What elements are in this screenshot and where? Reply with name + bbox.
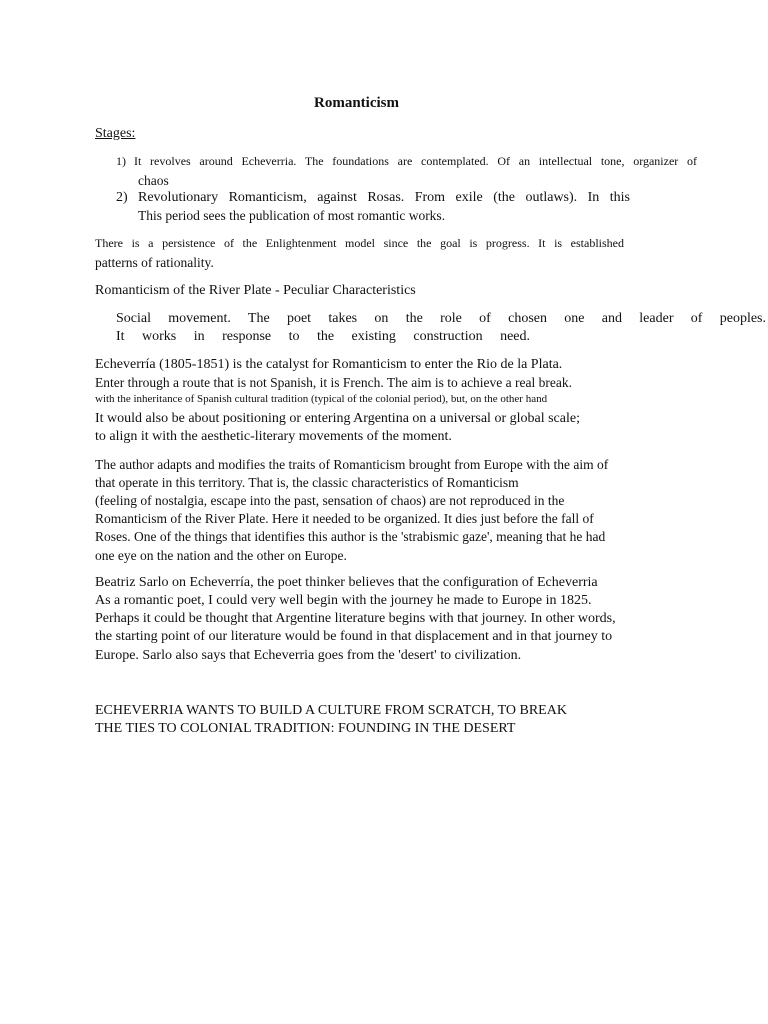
enlightenment-line-1: There is a persistence of the Enlightenment model since the goal is progress. It is established — [95, 236, 624, 250]
social-line-1: Social movement. The poet takes on the role of chosen one and leader of peoples. — [116, 311, 766, 326]
stage-1-line-2: chaos — [138, 173, 169, 188]
sarlo-line-3: Perhaps it could be thought that Argentine literature begins with that journey. In other words, — [95, 611, 616, 626]
author-line-4: Romanticism of the River Plate. Here it needed to be organized. It dies just before the fall of — [95, 511, 594, 526]
stages-label: Stages: — [95, 126, 136, 141]
sarlo-line-2: As a romantic poet, I could very well begin with the journey he made to Europe in 1825. — [95, 593, 592, 608]
river-plate-heading: Romanticism of the River Plate - Peculiar Characteristics — [95, 283, 416, 298]
sarlo-line-4: the starting point of our literature would be found in that displacement and in that journey to — [95, 629, 613, 644]
page-title: Romanticism — [314, 95, 399, 111]
echeverria-line-3: with the inheritance of Spanish cultural tradition (typical of the colonial period), but, on the other hand — [95, 393, 548, 405]
author-line-2: that operate in this territory. That is, the classic characteristics of Romanticism — [95, 475, 519, 490]
closing-line-1: ECHEVERRIA WANTS TO BUILD A CULTURE FROM SCRATCH, TO BREAK — [95, 703, 567, 718]
stage-2-line-2: This period sees the publication of most romantic works. — [138, 208, 446, 223]
social-line-2: It works in response to the existing construction need. — [116, 329, 530, 344]
stage-2-line-1: Revolutionary Romanticism, against Rosas. From exile (the outlaws). In this — [138, 190, 630, 205]
stage-1-line-1: It revolves around Echeverria. The foundations are contemplated. Of an intellectual tone, organizer of — [134, 154, 697, 168]
echeverria-line-4: It would also be about positioning or entering Argentina on a universal or global scale; — [95, 411, 580, 426]
enlightenment-line-2: patterns of rationality. — [95, 255, 214, 270]
echeverria-line-2: Enter through a route that is not Spanish, it is French. The aim is to achieve a real break. — [95, 375, 572, 390]
stage-2-number: 2) — [116, 190, 128, 205]
sarlo-line-5: Europe. Sarlo also says that Echeverria goes from the 'desert' to civilization. — [95, 648, 522, 663]
stage-1-number: 1) — [116, 154, 126, 168]
author-line-3: (feeling of nostalgia, escape into the past, sensation of chaos) are not reproduced in the — [95, 493, 565, 508]
author-line-6: one eye on the nation and the other on Europe. — [95, 548, 347, 563]
echeverria-line-5: to align it with the aesthetic-literary movements of the moment. — [95, 429, 452, 444]
echeverria-line-1: Echeverría (1805-1851) is the catalyst for Romanticism to enter the Rio de la Plata. — [95, 357, 563, 372]
author-line-1: The author adapts and modifies the traits of Romanticism brought from Europe with the aim of — [95, 457, 609, 472]
author-line-5: Roses. One of the things that identifies this author is the 'strabismic gaze', meaning that he had — [95, 529, 606, 544]
sarlo-line-1: Beatriz Sarlo on Echeverría, the poet thinker believes that the configuration of Echeverria — [95, 575, 598, 590]
closing-line-2: THE TIES TO COLONIAL TRADITION: FOUNDING IN THE DESERT — [95, 721, 516, 736]
